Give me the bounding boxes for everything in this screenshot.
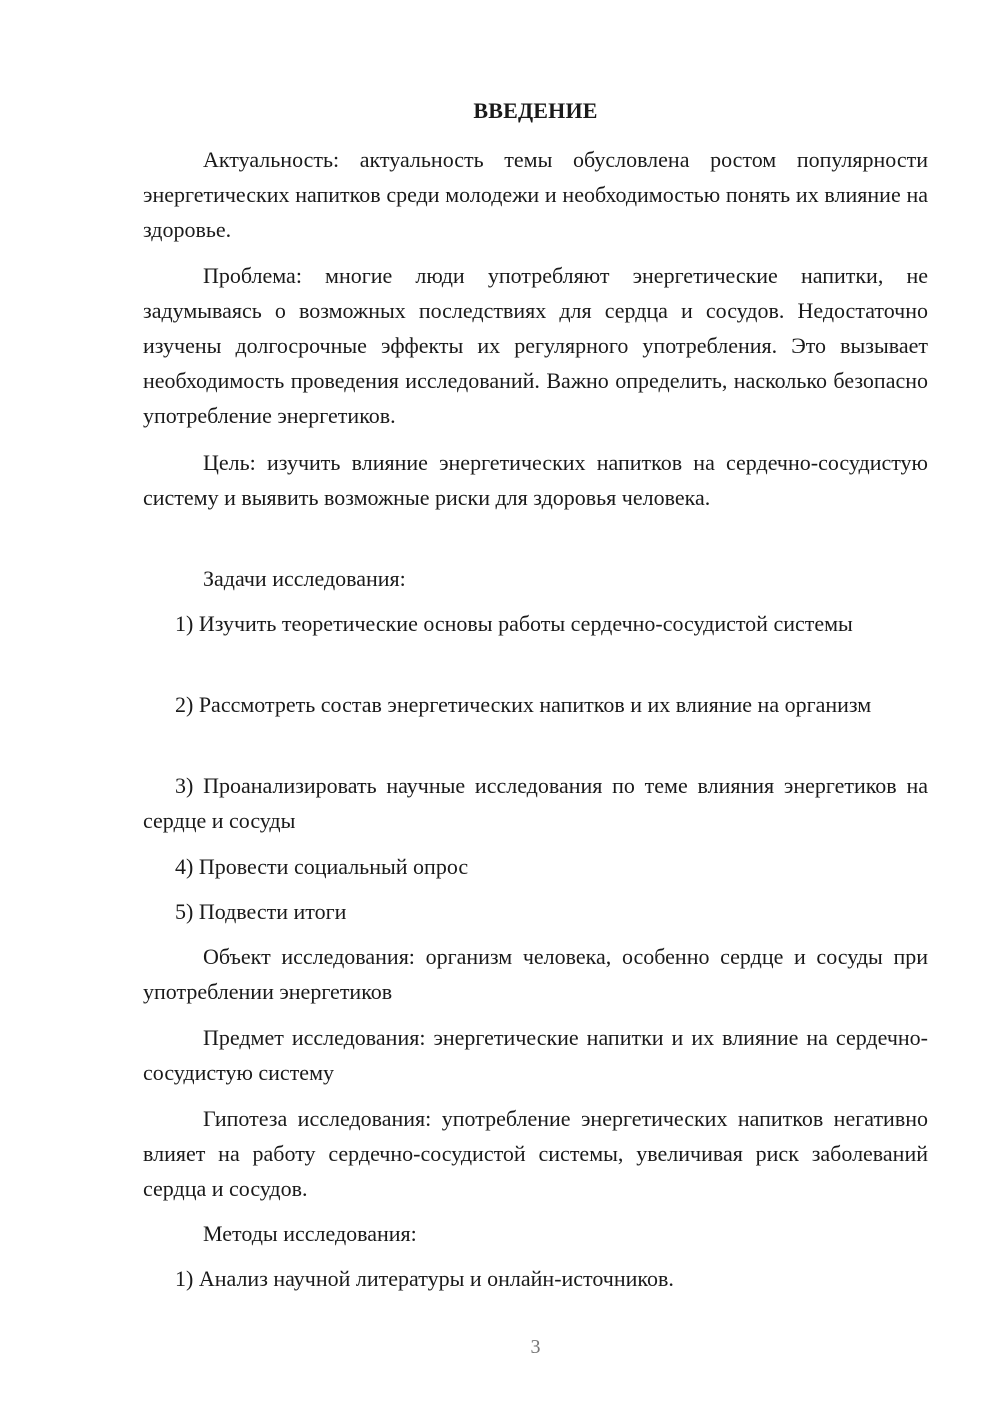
- task-item: 3) Проанализировать научные исследования по теме влияния энергетиков на сердце и сосуды: [143, 773, 928, 833]
- relevance-paragraph: Актуальность: актуальность темы обусловлена ростом популярности энергетических напитков среди молодежи и необходимостью понять их влияние на здоровье.: [143, 147, 928, 242]
- subject-paragraph: Предмет исследования: энергетические напитки и их влияние на сердечно-сосудистую систему: [143, 1025, 928, 1085]
- task-item: 2) Рассмотреть состав энергетических напитков и их влияние на организм: [175, 692, 872, 717]
- task-item: 4) Провести социальный опрос: [175, 854, 469, 879]
- method-item: 1) Анализ научной литературы и онлайн-источников.: [175, 1266, 674, 1291]
- goal-paragraph: Цель: изучить влияние энергетических напитков на сердечно-сосудистую систему и выявить возможные риски для здоровья человека.: [143, 450, 928, 510]
- page-number: 3: [530, 1336, 541, 1358]
- tasks-heading: Задачи исследования:: [203, 566, 406, 591]
- page-title: ВВЕДЕНИЕ: [473, 98, 598, 123]
- task-item: 1) Изучить теоретические основы работы сердечно-сосудистой системы: [175, 611, 853, 636]
- object-paragraph: Объект исследования: организм человека, особенно сердце и сосуды при употреблении энергетиков: [143, 944, 928, 1004]
- hypothesis-paragraph: Гипотеза исследования: употребление энергетических напитков негативно влияет на работу сердечно-сосудистой системы, увеличивая риск заболеваний сердца и сосудов.: [143, 1106, 928, 1201]
- task-item: 5) Подвести итоги: [175, 899, 347, 924]
- methods-heading: Методы исследования:: [203, 1221, 417, 1246]
- problem-paragraph: Проблема: многие люди употребляют энергетические напитки, не задумываясь о возможных последствиях для сердца и сосудов. Недостаточно изучены долгосрочные эффекты их регулярного употребления. Это вызывает необходимость проведения исследований. Важно определить, насколько безопасно употребление энергетиков.: [143, 263, 928, 428]
